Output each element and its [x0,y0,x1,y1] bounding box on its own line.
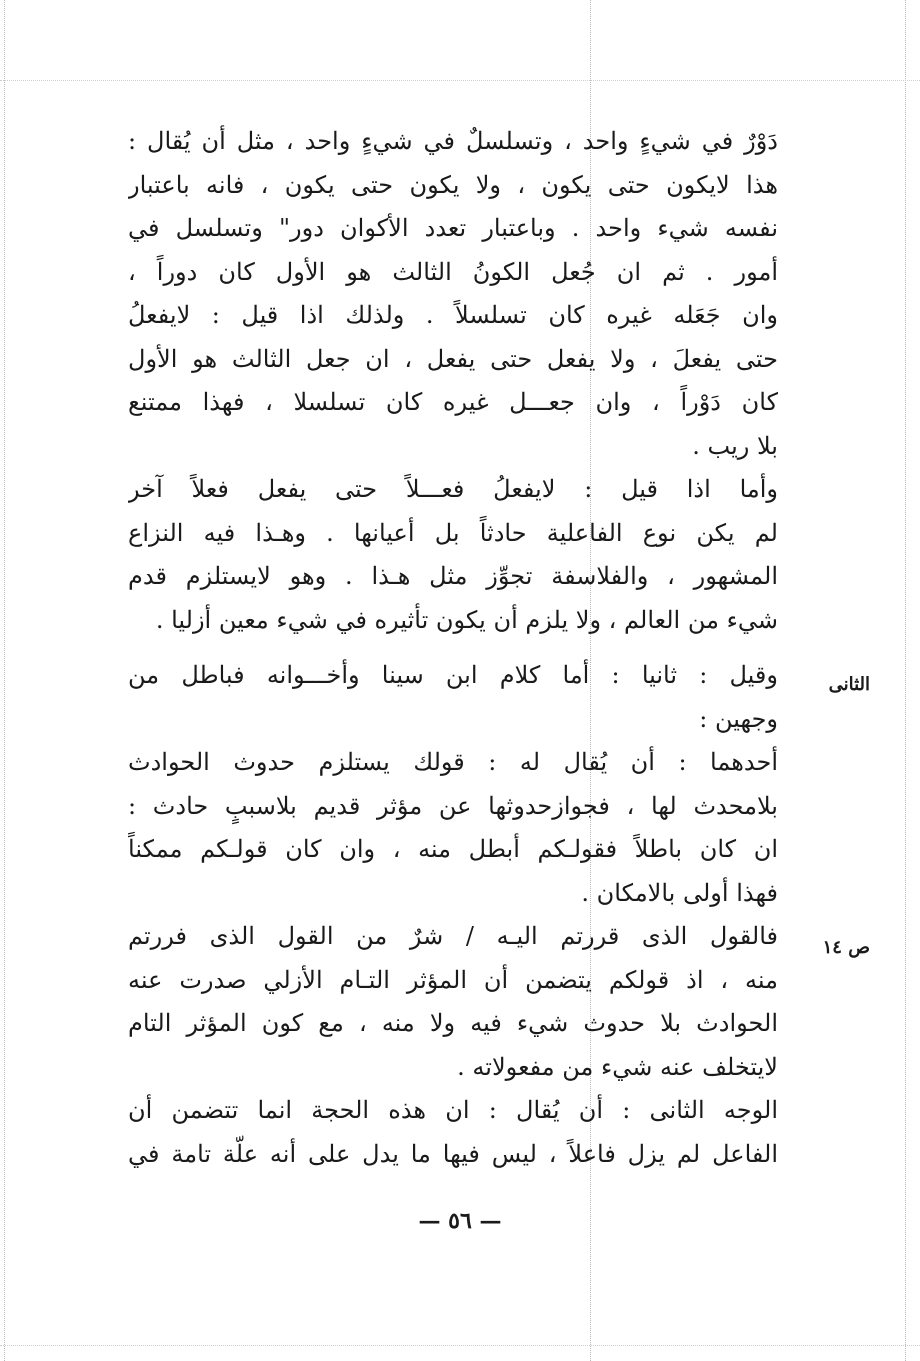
text-line: لم يكن نوع الفاعلية حادثاً بل أعيانها . وهـذا فيه النزاع [128,518,778,547]
scan-guide-line [4,0,5,1361]
text-line: لايتخلف عنه شيء من مفعولاته . [457,1052,778,1081]
text-line: أحدهما : أن يُقال له : قولك يستلزم حدوث الحوادث [128,748,778,776]
text-line: دَوْرٌ في شيءٍ واحد ، وتسلسلٌ في شيءٍ واحد ، مثل أن يُقال : [128,127,778,155]
page-number: — ٥٦ — [418,1208,502,1234]
text-line: بلامحدث لها ، فجوازحدوثها عن مؤثر قديم بلاسببٍ حادث : [128,791,778,820]
text-line: وقيل : ثانيا : أما كلام ابن سينا وأخـــوانه فباطل من [128,661,778,689]
text-line: وأما اذا قيل : لايفعلُ فعـــلاً حتى يفعل فعلاً آخر [128,475,778,503]
text-line: فالقول الذى قررتم اليـه / شرٌ من القول الذى فررتم [128,922,778,950]
text-line: شيء من العالم ، ولا يلزم أن يكون تأثيره في شيء معين أزليا . [155,605,778,634]
text-line: الحوادث بلا حدوث شيء فيه ولا منه ، مع كون المؤثر التام [128,1009,778,1037]
text-line: الوجه الثانى : أن يُقال : ان هذه الحجة انما تتضمن أن [128,1096,778,1124]
text-line: هذا لايكون حتى يكون ، ولا يكون حتى يكون ، فانه باعتبار [128,170,778,199]
scan-guide-line [905,0,906,1361]
text-line: وان جَعَله غيره كان تسلسلاً . ولذلك اذا قيل : لايفعلُ [128,301,778,329]
margin-note-page-ref: ص ١٤ [822,937,870,958]
text-line: وجهين : [699,704,778,733]
text-line: نفسه شيء واحد . وباعتبار تعدد الأكوان دور" وتسلسل في [128,214,778,242]
margin-note-second: الثانى [828,674,870,695]
text-line: ان كان باطلاً فقولـكم أبطل منه ، وان كان قولـكم ممكناً [128,835,778,863]
text-line: أمور . ثم ان جُعل الكونُ الثالث هو الأول كان دوراً ، [128,257,778,286]
text-line: المشهور ، والفلاسفة تجوِّز مثل هـذا . وهو لايستلزم قدم [128,562,778,590]
text-line: بلا ريب . [692,431,778,460]
text-line: الفاعل لم يزل فاعلاً ، ليس فيها ما يدل على أنه علّة تامة في [128,1139,778,1168]
text-line: منه ، اذ قولكم يتضمن أن المؤثر التـام الأزلي صدرت عنه [128,965,778,994]
text-line: فهذا أولى بالامكان . [581,878,778,907]
text-line: حتى يفعلَ ، ولا يفعل حتى يفعل ، ان جعل الثالث هو الأول [128,344,778,373]
body-text [128,120,778,1176]
scan-guide-line [0,80,920,81]
text-line: كان دَوْراً ، وان جعـــل غيره كان تسلسلا ، فهذا ممتنع [128,388,778,416]
scan-guide-line [0,1345,920,1346]
